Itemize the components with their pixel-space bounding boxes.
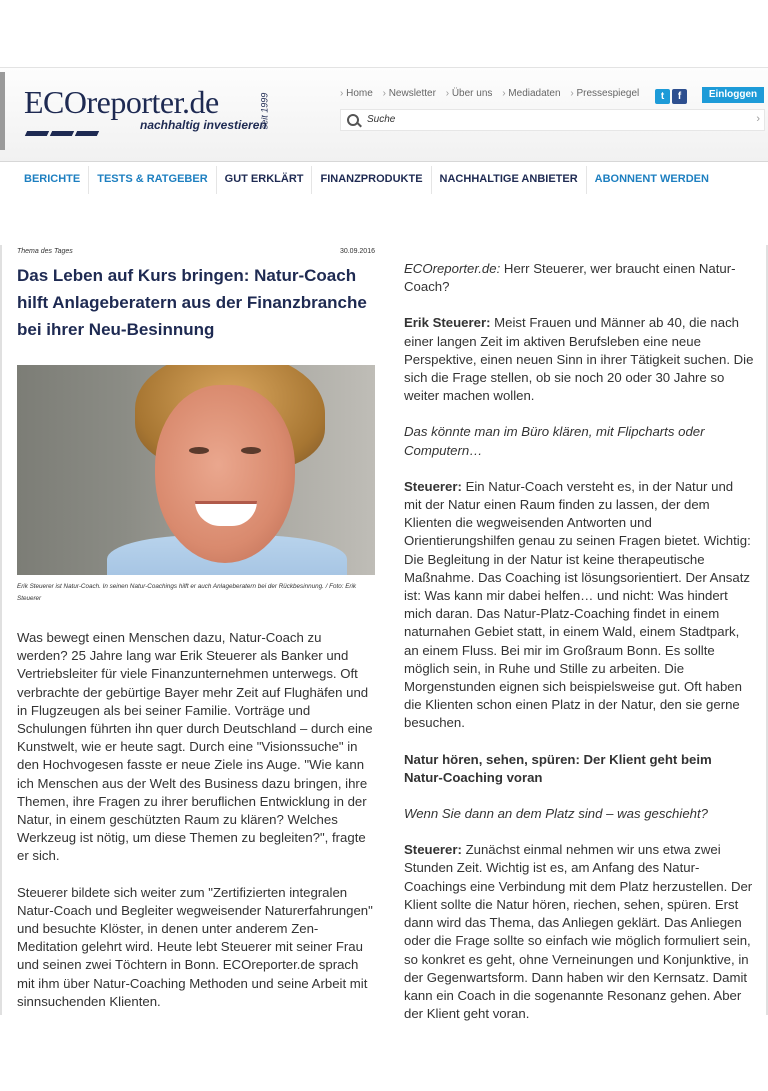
answer-text: Meist Frauen und Männer ab 40, die nach einer langen Zeit im aktiven Berufsleben eine neue Perspektive, einen neuen Sinn in ihrer Tätigkeit suchen. Die sich die Frage stellen, ob sie noch 20 oder 30 Jahre so weiter machen wollen. [404,315,754,404]
answer-text: Zunächst einmal nehmen wir uns etwa zwei Stunden Zeit. Wichtig ist es, am Anfang des Natur-Coachings eine Verbindung mit dem Platz herzustellen. Der Klient sollte die Natur hören, riechen, sehen, spüren. Erst dann wird das Thema, das Anliegen geklärt. Das Anliegen oder die Frage sollte so einfach wie möglich formuliert sein, so konkret es geht, ohne Verneinungen und Konjunktive, in der Gegenwartsform. Dann haben wir den Kernsatz. Damit kann ein Coach in die sogenannte Resonanz gehen. Aber der Klient geht voran. [404,842,753,1022]
main-nav [16,166,717,194]
logo-tagline: nachhaltig investieren [140,118,267,132]
top-nav-pressespiegel[interactable]: › Pressespiegel [570,88,639,99]
article-left-column [17,245,375,1011]
search-placeholder: Suche [367,114,396,125]
logo-bars [26,123,101,141]
interview-question: Das könnte man im Büro klären, mit Flipcharts oder Computern… [404,424,705,458]
answer-text: Ein Natur-Coach versteht es, in der Natur und mit der Natur einen Raum finden zu lassen, der dem Klienten die wegweisenden Antworten und Orientierungshilfen genau zu seinen Fragen bietet. Wichtig: Die Begleitung in der Natur ist keine therapeutische Maßnahme. Das Coaching ist lösungsorientiert. Der Ansatz ist: Was kann mir dabei helfen… und nicht: Was hindert mich daran. Das Natur-Platz-Coaching findet in einem naturnahen Gebiet statt, in einem Wald, einem Stadtpark, an einem Fluss. Bei mir im Großraum Bonn. Es sollte möglich sein, in Ruhe und Stille zu arbeiten. Die Morgenstunden eignen sich beispielsweise gut. Oft haben die Klienten schon einen Platz in der Natur, den sie gerne besuchen. [404,478,751,731]
top-nav-about[interactable]: › Über uns [446,88,493,99]
nav-nachhaltige-anbieter[interactable]: NACHHALTIGE ANBIETER [431,166,586,194]
search-icon [347,114,359,126]
search-input[interactable] [340,109,765,131]
interview-answer [404,314,754,405]
nav-finanzprodukte[interactable]: FINANZPRODUKTE [311,166,430,194]
logo-wordmark: ECOreporter.de [24,84,219,120]
answer-label: Erik Steuerer: [404,315,491,331]
left-divider [0,245,2,1015]
photo-caption: Erik Steuerer ist Natur-Coach. In seinen Natur-Coachings hilft er auch Anlageberatern bei der Rückbesinnung. / Foto: Erik Steuerer [17,583,357,602]
chevron-right-icon[interactable]: › [756,113,760,125]
top-nav-newsletter[interactable]: › Newsletter [383,88,436,99]
nav-berichte[interactable]: BERICHTE [24,173,81,185]
top-nav-home[interactable]: › Home [340,88,373,99]
article-date: 30.09.2016 [339,248,375,255]
facebook-icon[interactable]: f [672,89,687,104]
answer-label: Steuerer: [404,842,462,858]
top-nav [340,88,646,99]
nav-abonnent-werden[interactable]: ABONNENT WERDEN [586,166,717,194]
login-button[interactable]: Einloggen [702,87,764,103]
interview-answer [404,478,754,733]
article-subheading: Natur hören, sehen, spüren: Der Klient geht beim Natur-Coaching voran [404,751,712,785]
article-photo [17,365,375,575]
interview-answer [404,841,754,1023]
photo-face [155,385,295,563]
question-label: ECOreporter.de: [404,261,501,276]
twitter-icon[interactable]: t [655,89,670,104]
nav-tests-ratgeber[interactable]: TESTS & RATGEBER [88,166,215,194]
top-nav-mediadaten[interactable]: › Mediadaten [502,88,560,99]
photo-eye-right [241,447,261,454]
interview-question: Wenn Sie dann an dem Platz sind – was geschieht? [404,806,708,822]
photo-smile [195,501,257,526]
answer-label: Steuerer: [404,478,462,494]
article-title: Das Leben auf Kurs bringen: Natur-Coach hilft Anlageberatern aus der Finanzbranche bei ihrer Neu-Besinnung [17,266,367,339]
article-paragraph: Was bewegt einen Menschen dazu, Natur-Coach zu werden? 25 Jahre lang war Erik Steuerer als Banker und Vertriebsleiter für viele Finanzunternehmen unterwegs. Oft verbrachte der gebürtige Bayer mehr Zeit auf Flughäfen und in Flugzeugen als bei seiner Familie. Vorträge und Schulungen führten ihn quer durch Deutschland – durch eine Kunstwelt, wie er heute sagt. Durch eine "Visionssuche" in den Hochvogesen fasste er neue Ziele ins Auge. "Wie kann ich Menschen aus der Welt des Business dazu bringen, ihre Themen, ihre Fragen zu ihrer beruflichen Entwicklung in der Natur, in einem geschützten Raum zu klären? Welches Werkzeug ist nötig, um diese Themen zu begleiten?", fragte er sich. [17,630,373,864]
social-links [655,86,689,104]
interview-question [404,260,754,296]
nav-gut-erklaert[interactable]: GUT ERKLÄRT [216,166,312,194]
article-right-column [404,260,754,1041]
question-text: Herr Steuerer, wer braucht einen Natur-Coach? [404,261,736,295]
site-logo[interactable] [24,84,274,140]
logo-since: seit 1999 [259,92,270,130]
photo-eye-left [189,447,209,454]
article-paragraph: Steuerer bildete sich weiter zum "Zertifizierten integralen Natur-Coach und Begleiter wegweisender Naturerfahrungen" und besuchte Klöster, in denen unter anderem Zen-Meditation gelehrt wird. Heute lebt Steuerer mit seiner Frau und seinen zwei Töchtern in Bonn. ECOreporter.de sprach mit ihm über Natur-Coaching Methoden und seine Arbeit mit sinnsuchenden Klienten. [17,884,373,1009]
article-kicker: Thema des Tages [17,248,73,255]
